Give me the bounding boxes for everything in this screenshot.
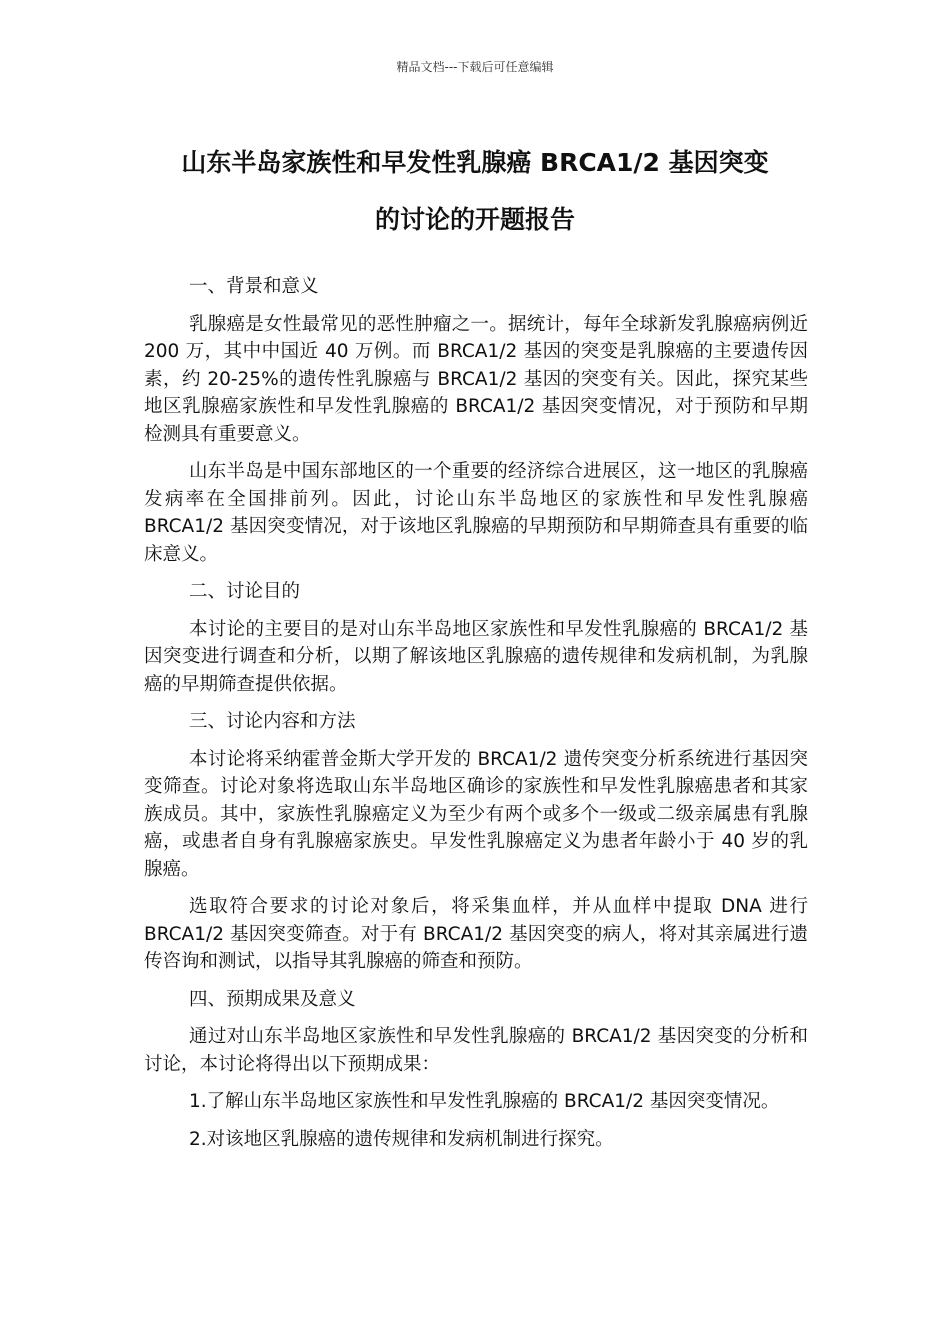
paragraph: 乳腺癌是女性最常见的恶性肿瘤之一。据统计，每年全球新发乳腺癌病例近 200 万，其中中国近 40 万例。而 BRCA1/2 基因的突变是乳腺癌的主要遗传因素，约 20-25%的遗传性乳腺癌与 BRCA1/2 基因的突变有关。因此，探究某些地区乳腺癌家族性和早发性乳腺癌的 BRCA1/2 基因突变情况，对于预防和早期检测具有重要意义。	[144, 313, 808, 445]
document-body	[144, 273, 808, 1163]
paragraph: 通过对山东半岛地区家族性和早发性乳腺癌的 BRCA1/2 基因突变的分析和讨论，本讨论将得出以下预期成果：	[144, 1026, 808, 1075]
document-title	[120, 134, 830, 248]
section-heading-background: 一、背景和意义	[189, 276, 319, 297]
paragraph: 本讨论将采纳霍普金斯大学开发的 BRCA1/2 遗传突变分析系统进行基因突变筛查。讨论对象将选取山东半岛地区确诊的家族性和早发性乳腺癌患者和其家族成员。其中，家族性乳腺癌定义为至少有两个或多个一级或二级亲属患有乳腺癌，或患者自身有乳腺癌家族史。早发性乳腺癌定义为患者年龄小于 40 岁的乳腺癌。	[144, 748, 808, 880]
section-heading-purpose: 二、讨论目的	[189, 581, 301, 602]
paragraph: 选取符合要求的讨论对象后，将采集血样，并从血样中提取 DNA 进行 BRCA1/2 基因突变筛查。对于有 BRCA1/2 基因突变的病人，将对其亲属进行遗传咨询和测试，以指导其乳腺癌的筛查和预防。	[144, 896, 808, 972]
title-line-2: 的讨论的开题报告	[374, 205, 575, 234]
paragraph: 2.对该地区乳腺癌的遗传规律和发病机制进行探究。	[189, 1128, 614, 1150]
paragraph: 1.了解山东半岛地区家族性和早发性乳腺癌的 BRCA1/2 基因突变情况。	[189, 1091, 780, 1112]
paragraph: 本讨论的主要目的是对山东半岛地区家族性和早发性乳腺癌的 BRCA1/2 基因突变进行调查和分析，以期了解该地区乳腺癌的遗传规律和发病机制，为乳腺癌的早期筛查提供依据。	[144, 618, 808, 695]
section-heading-outcomes: 四、预期成果及意义	[189, 988, 356, 1010]
section-heading-methods: 三、讨论内容和方法	[189, 711, 356, 732]
header-note: 精品文档---下载后可任意编辑	[396, 60, 554, 74]
paragraph: 山东半岛是中国东部地区的一个重要的经济综合进展区，这一地区的乳腺癌发病率在全国排前列。因此，讨论山东半岛地区的家族性和早发性乳腺癌 BRCA1/2 基因突变情况，对于该地区乳腺癌的早期预防和早期筛查具有重要的临床意义。	[144, 461, 808, 565]
title-line-1: 山东半岛家族性和早发性乳腺癌 BRCA1/2 基因突变	[181, 148, 769, 177]
